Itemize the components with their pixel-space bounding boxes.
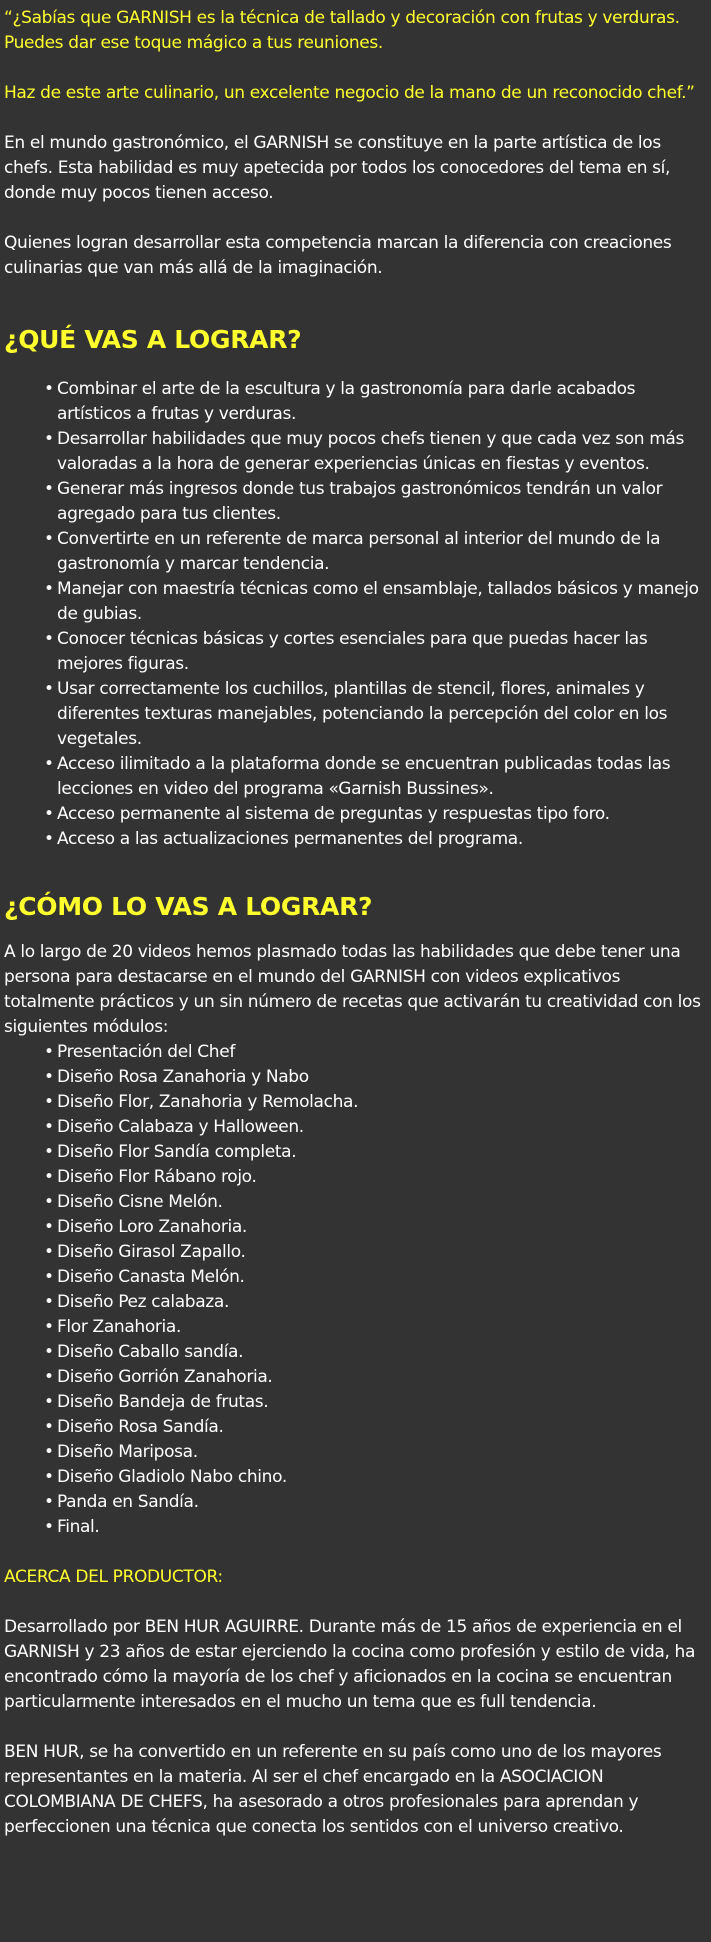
list-item: • Diseño Caballo sandía.	[57, 1340, 711, 1365]
producer-heading: ACERCA DEL PRODUCTOR:	[4, 1567, 223, 1587]
how-intro: A lo largo de 20 videos hemos plasmado todas las habilidades que debe tener una persona para destacarse en el mundo del GARNISH con videos explicativos totalmente prácticos y un sin número de recetas que activarán tu creatividad con los siguientes módulos:	[4, 942, 701, 1037]
list-item: • Diseño Flor Rábano rojo.	[57, 1165, 711, 1190]
list-item: • Panda en Sandía.	[57, 1490, 711, 1515]
list-item: • Diseño Rosa Zanahoria y Nabo	[57, 1065, 711, 1090]
list-item: • Diseño Mariposa.	[57, 1440, 711, 1465]
list-item: • Diseño Bandeja de frutas.	[57, 1390, 711, 1415]
list-item: • Diseño Flor Sandía completa.	[57, 1140, 711, 1165]
list-item: • Diseño Flor, Zanahoria y Remolacha.	[57, 1090, 711, 1115]
achieve-list	[4, 377, 711, 852]
list-item: • Diseño Gladiolo Nabo chino.	[57, 1465, 711, 1490]
list-item: • Manejar con maestría técnicas como el ensamblaje, tallados básicos y manejo de gubias.	[57, 577, 709, 627]
how-heading: ¿CÓMO LO VAS A LOGRAR?	[4, 892, 373, 921]
list-item: • Generar más ingresos donde tus trabajos gastronómicos tendrán un valor agregado para tus clientes.	[57, 477, 709, 527]
list-item: • Diseño Rosa Sandía.	[57, 1415, 711, 1440]
list-item: • Acceso permanente al sistema de preguntas y respuestas tipo foro.	[57, 802, 709, 827]
list-item: • Diseño Cisne Melón.	[57, 1190, 711, 1215]
list-item: • Diseño Canasta Melón.	[57, 1265, 711, 1290]
list-item: • Flor Zanahoria.	[57, 1315, 711, 1340]
intro-paragraph-1: En el mundo gastronómico, el GARNISH se constituye en la parte artística de los chefs. Esta habilidad es muy apetecida por todos los conocedores del tema en sí, donde muy pocos tienen acceso.	[4, 133, 671, 203]
list-item: • Final.	[57, 1515, 711, 1540]
intro-quote-1: “¿Sabías que GARNISH es la técnica de tallado y decoración con frutas y verduras. Puedes dar ese toque mágico a tus reuniones.	[4, 8, 680, 53]
list-item: • Diseño Pez calabaza.	[57, 1290, 711, 1315]
list-item: • Combinar el arte de la escultura y la gastronomía para darle acabados artísticos a frutas y verduras.	[57, 377, 709, 427]
list-item: • Convertirte en un referente de marca personal al interior del mundo de la gastronomía y marcar tendencia.	[57, 527, 709, 577]
achieve-heading: ¿QUÉ VAS A LOGRAR?	[4, 325, 302, 354]
list-item: • Diseño Loro Zanahoria.	[57, 1215, 711, 1240]
list-item: • Diseño Calabaza y Halloween.	[57, 1115, 711, 1140]
list-item: • Diseño Girasol Zapallo.	[57, 1240, 711, 1265]
list-item: • Acceso a las actualizaciones permanentes del programa.	[57, 827, 709, 852]
producer-paragraph-1: Desarrollado por BEN HUR AGUIRRE. Durante más de 15 años de experiencia en el GARNISH y 23 años de estar ejerciendo la cocina como profesión y estilo de vida, ha encontrado cómo la mayoría de los chef y aficionados en la cocina se encuentran particularmente interesados en el mucho un tema que es full tendencia.	[4, 1617, 696, 1712]
list-item: • Conocer técnicas básicas y cortes esenciales para que puedas hacer las mejores figuras.	[57, 627, 709, 677]
list-item: • Usar correctamente los cuchillos, plantillas de stencil, flores, animales y diferentes texturas manejables, potenciando la percepción del color en los vegetales.	[57, 677, 709, 752]
list-item: • Acceso ilimitado a la plataforma donde se encuentran publicadas todas las lecciones en video del programa «Garnish Bussines».	[57, 752, 709, 802]
producer-paragraph-2: BEN HUR, se ha convertido en un referente en su país como uno de los mayores representantes en la materia. Al ser el chef encargado en la ASOCIACION COLOMBIANA DE CHEFS, ha asesorado a otros profesionales para aprendan y perfeccionen una técnica que conecta los sentidos con el universo creativo.	[4, 1742, 662, 1837]
list-item: • Diseño Gorrión Zanahoria.	[57, 1365, 711, 1390]
intro-quote-2: Haz de este arte culinario, un excelente negocio de la mano de un reconocido chef.”	[4, 83, 695, 103]
intro-paragraph-2: Quienes logran desarrollar esta competencia marcan la diferencia con creaciones culinarias que van más allá de la imaginación.	[4, 233, 672, 278]
modules-list	[4, 1040, 711, 1540]
list-item: • Desarrollar habilidades que muy pocos chefs tienen y que cada vez son más valoradas a la hora de generar experiencias únicas en fiestas y eventos.	[57, 427, 709, 477]
list-item: • Presentación del Chef	[57, 1040, 711, 1065]
